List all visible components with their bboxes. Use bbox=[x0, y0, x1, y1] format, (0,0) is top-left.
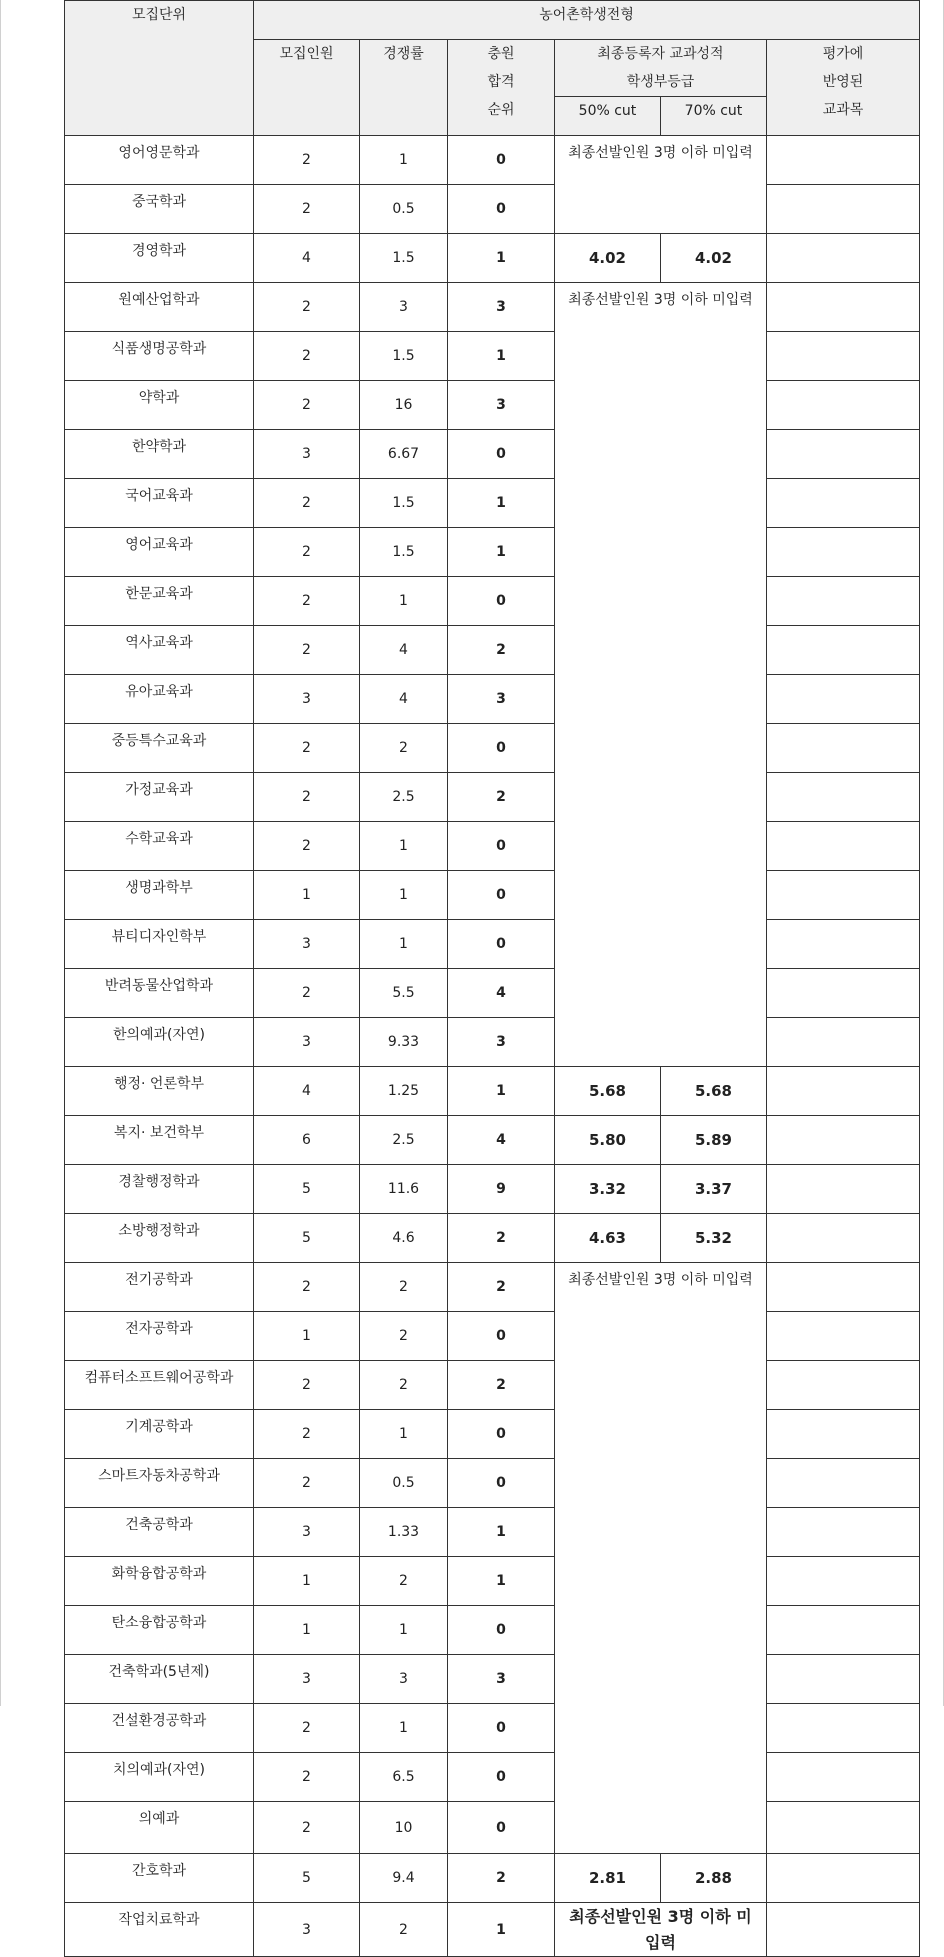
table-row bbox=[65, 1214, 920, 1263]
header-rural-admission: 농어촌학생전형 bbox=[254, 1, 920, 40]
additional-rank-value: 2 bbox=[448, 1214, 555, 1263]
competition-value: 1 bbox=[360, 1606, 448, 1655]
quota-value: 1 bbox=[254, 1557, 360, 1606]
quota-value: 1 bbox=[254, 1606, 360, 1655]
unit-name: 중국학과 bbox=[65, 185, 254, 234]
unit-name: 한의예과(자연) bbox=[65, 1018, 254, 1067]
quota-value: 6 bbox=[254, 1116, 360, 1165]
quota-value: 2 bbox=[254, 381, 360, 430]
unit-name: 탄소융합공학과 bbox=[65, 1606, 254, 1655]
table-row bbox=[65, 1802, 920, 1854]
unit-name: 의예과 bbox=[65, 1802, 254, 1854]
competition-value: 4.6 bbox=[360, 1214, 448, 1263]
cut-70-value: 5.89 bbox=[661, 1116, 767, 1165]
table-row bbox=[65, 577, 920, 626]
header-subj-line2: 반영된 bbox=[822, 74, 864, 90]
table-row bbox=[65, 332, 920, 381]
reflected-subjects-cell bbox=[767, 1557, 920, 1606]
header-cut-70: 70% cut bbox=[661, 97, 767, 136]
not-entered-note: 최종선발인원 3명 이하 미입력 bbox=[555, 136, 767, 234]
header-subj-line3: 교과목 bbox=[822, 102, 864, 118]
quota-value: 2 bbox=[254, 969, 360, 1018]
unit-name: 역사교육과 bbox=[65, 626, 254, 675]
additional-rank-value: 3 bbox=[448, 1655, 555, 1704]
reflected-subjects-cell bbox=[767, 1018, 920, 1067]
unit-name: 건설환경공학과 bbox=[65, 1704, 254, 1753]
table-row bbox=[65, 920, 920, 969]
cut-50-value: 4.02 bbox=[555, 234, 661, 283]
quota-value: 5 bbox=[254, 1214, 360, 1263]
unit-name: 화학융합공학과 bbox=[65, 1557, 254, 1606]
not-entered-note: 최종선발인원 3명 이하 미입력 bbox=[555, 1903, 767, 1957]
quota-value: 2 bbox=[254, 332, 360, 381]
reflected-subjects-cell bbox=[767, 136, 920, 185]
reflected-subjects-cell bbox=[767, 1704, 920, 1753]
reflected-subjects-cell bbox=[767, 1410, 920, 1459]
competition-value: 0.5 bbox=[360, 1459, 448, 1508]
additional-rank-value: 2 bbox=[448, 1361, 555, 1410]
quota-value: 1 bbox=[254, 871, 360, 920]
competition-value: 3 bbox=[360, 1655, 448, 1704]
header-cut-50: 50% cut bbox=[555, 97, 661, 136]
table-row bbox=[65, 136, 920, 185]
unit-name: 반려동물산업학과 bbox=[65, 969, 254, 1018]
unit-name: 간호학과 bbox=[65, 1854, 254, 1903]
quota-value: 2 bbox=[254, 1459, 360, 1508]
admission-results-table bbox=[64, 0, 920, 1957]
additional-rank-value: 3 bbox=[448, 283, 555, 332]
unit-name: 영어교육과 bbox=[65, 528, 254, 577]
table-row bbox=[65, 1854, 920, 1903]
unit-name: 건축학과(5년제) bbox=[65, 1655, 254, 1704]
additional-rank-value: 0 bbox=[448, 430, 555, 479]
reflected-subjects-cell bbox=[767, 1214, 920, 1263]
table-row bbox=[65, 1067, 920, 1116]
header-rank-line2: 합격 bbox=[487, 74, 515, 90]
unit-name: 중등특수교육과 bbox=[65, 724, 254, 773]
quota-value: 3 bbox=[254, 1655, 360, 1704]
additional-rank-value: 2 bbox=[448, 1263, 555, 1312]
quota-value: 5 bbox=[254, 1165, 360, 1214]
additional-rank-value: 4 bbox=[448, 1116, 555, 1165]
cut-70-value: 2.88 bbox=[661, 1854, 767, 1903]
table-row bbox=[65, 1263, 920, 1312]
unit-name: 유아교육과 bbox=[65, 675, 254, 724]
table-row bbox=[65, 969, 920, 1018]
additional-rank-value: 0 bbox=[448, 871, 555, 920]
competition-value: 9.4 bbox=[360, 1854, 448, 1903]
reflected-subjects-cell bbox=[767, 283, 920, 332]
table-row bbox=[65, 1557, 920, 1606]
quota-value: 2 bbox=[254, 1802, 360, 1854]
quota-value: 2 bbox=[254, 1753, 360, 1802]
unit-name: 기계공학과 bbox=[65, 1410, 254, 1459]
table-body bbox=[65, 136, 920, 1957]
competition-value: 2 bbox=[360, 1557, 448, 1606]
additional-rank-value: 1 bbox=[448, 1508, 555, 1557]
reflected-subjects-cell bbox=[767, 724, 920, 773]
additional-rank-value: 0 bbox=[448, 185, 555, 234]
header-quota: 모집인원 bbox=[254, 40, 360, 136]
quota-value: 3 bbox=[254, 1018, 360, 1067]
competition-value: 2 bbox=[360, 1312, 448, 1361]
reflected-subjects-cell bbox=[767, 773, 920, 822]
quota-value: 2 bbox=[254, 1263, 360, 1312]
unit-name: 전기공학과 bbox=[65, 1263, 254, 1312]
reflected-subjects-cell bbox=[767, 920, 920, 969]
table-row bbox=[65, 1508, 920, 1557]
quota-value: 1 bbox=[254, 1312, 360, 1361]
unit-name: 약학과 bbox=[65, 381, 254, 430]
reflected-subjects-cell bbox=[767, 1361, 920, 1410]
quota-value: 3 bbox=[254, 920, 360, 969]
unit-name: 가정교육과 bbox=[65, 773, 254, 822]
competition-value: 5.5 bbox=[360, 969, 448, 1018]
reflected-subjects-cell bbox=[767, 626, 920, 675]
additional-rank-value: 2 bbox=[448, 1854, 555, 1903]
reflected-subjects-cell bbox=[767, 1263, 920, 1312]
competition-value: 1.25 bbox=[360, 1067, 448, 1116]
competition-value: 10 bbox=[360, 1802, 448, 1854]
cut-70-value: 5.32 bbox=[661, 1214, 767, 1263]
competition-value: 16 bbox=[360, 381, 448, 430]
table-row bbox=[65, 430, 920, 479]
table-row bbox=[65, 1361, 920, 1410]
competition-value: 2.5 bbox=[360, 1116, 448, 1165]
table-row bbox=[65, 1753, 920, 1802]
reflected-subjects-cell bbox=[767, 871, 920, 920]
additional-rank-value: 0 bbox=[448, 1753, 555, 1802]
competition-value: 11.6 bbox=[360, 1165, 448, 1214]
unit-name: 작업치료학과 bbox=[65, 1903, 254, 1957]
competition-value: 3 bbox=[360, 283, 448, 332]
quota-value: 2 bbox=[254, 1704, 360, 1753]
competition-value: 2.5 bbox=[360, 773, 448, 822]
competition-value: 2 bbox=[360, 724, 448, 773]
competition-value: 1 bbox=[360, 920, 448, 969]
competition-value: 2 bbox=[360, 1361, 448, 1410]
quota-value: 2 bbox=[254, 822, 360, 871]
competition-value: 2 bbox=[360, 1903, 448, 1957]
table-row bbox=[65, 185, 920, 234]
not-entered-note: 최종선발인원 3명 이하 미입력 bbox=[555, 1263, 767, 1854]
competition-value: 2 bbox=[360, 1263, 448, 1312]
unit-name: 식품생명공학과 bbox=[65, 332, 254, 381]
additional-rank-value: 1 bbox=[448, 332, 555, 381]
competition-value: 9.33 bbox=[360, 1018, 448, 1067]
reflected-subjects-cell bbox=[767, 1903, 920, 1957]
quota-value: 2 bbox=[254, 773, 360, 822]
quota-value: 5 bbox=[254, 1854, 360, 1903]
table-row bbox=[65, 871, 920, 920]
quota-value: 4 bbox=[254, 234, 360, 283]
additional-rank-value: 0 bbox=[448, 136, 555, 185]
reflected-subjects-cell bbox=[767, 528, 920, 577]
reflected-subjects-cell bbox=[767, 1165, 920, 1214]
cut-50-value: 5.68 bbox=[555, 1067, 661, 1116]
reflected-subjects-cell bbox=[767, 1854, 920, 1903]
unit-name: 경찰행정학과 bbox=[65, 1165, 254, 1214]
not-entered-note: 최종선발인원 3명 이하 미입력 bbox=[555, 283, 767, 1067]
header-final-grade bbox=[555, 40, 767, 97]
reflected-subjects-cell bbox=[767, 185, 920, 234]
quota-value: 2 bbox=[254, 479, 360, 528]
table-row bbox=[65, 773, 920, 822]
cut-70-value: 3.37 bbox=[661, 1165, 767, 1214]
table-row bbox=[65, 822, 920, 871]
reflected-subjects-cell bbox=[767, 381, 920, 430]
table-row bbox=[65, 381, 920, 430]
unit-name: 건축공학과 bbox=[65, 1508, 254, 1557]
table-row bbox=[65, 528, 920, 577]
unit-name: 생명과학부 bbox=[65, 871, 254, 920]
table-row bbox=[65, 626, 920, 675]
competition-value: 1 bbox=[360, 136, 448, 185]
additional-rank-value: 1 bbox=[448, 479, 555, 528]
additional-rank-value: 0 bbox=[448, 1606, 555, 1655]
table-row bbox=[65, 1312, 920, 1361]
competition-value: 6.5 bbox=[360, 1753, 448, 1802]
reflected-subjects-cell bbox=[767, 1753, 920, 1802]
cut-50-value: 4.63 bbox=[555, 1214, 661, 1263]
reflected-subjects-cell bbox=[767, 430, 920, 479]
unit-name: 전자공학과 bbox=[65, 1312, 254, 1361]
unit-name: 소방행정학과 bbox=[65, 1214, 254, 1263]
page-left-rule bbox=[0, 0, 1, 1706]
unit-name: 원예산업학과 bbox=[65, 283, 254, 332]
additional-rank-value: 1 bbox=[448, 1903, 555, 1957]
additional-rank-value: 0 bbox=[448, 920, 555, 969]
cut-70-value: 4.02 bbox=[661, 234, 767, 283]
additional-rank-value: 0 bbox=[448, 577, 555, 626]
competition-value: 1.33 bbox=[360, 1508, 448, 1557]
competition-value: 1 bbox=[360, 1410, 448, 1459]
cut-50-value: 2.81 bbox=[555, 1854, 661, 1903]
reflected-subjects-cell bbox=[767, 234, 920, 283]
additional-rank-value: 1 bbox=[448, 234, 555, 283]
reflected-subjects-cell bbox=[767, 1116, 920, 1165]
unit-name: 스마트자동차공학과 bbox=[65, 1459, 254, 1508]
unit-name: 한약학과 bbox=[65, 430, 254, 479]
table-row bbox=[65, 234, 920, 283]
unit-name: 한문교육과 bbox=[65, 577, 254, 626]
additional-rank-value: 2 bbox=[448, 626, 555, 675]
unit-name: 뷰티디자인학부 bbox=[65, 920, 254, 969]
quota-value: 2 bbox=[254, 1410, 360, 1459]
additional-rank-value: 0 bbox=[448, 822, 555, 871]
quota-value: 2 bbox=[254, 724, 360, 773]
competition-value: 1 bbox=[360, 871, 448, 920]
competition-value: 1.5 bbox=[360, 479, 448, 528]
unit-name: 행정· 언론학부 bbox=[65, 1067, 254, 1116]
reflected-subjects-cell bbox=[767, 822, 920, 871]
reflected-subjects-cell bbox=[767, 1606, 920, 1655]
competition-value: 1.5 bbox=[360, 528, 448, 577]
additional-rank-value: 0 bbox=[448, 1312, 555, 1361]
quota-value: 2 bbox=[254, 136, 360, 185]
additional-rank-value: 1 bbox=[448, 528, 555, 577]
additional-rank-value: 4 bbox=[448, 969, 555, 1018]
reflected-subjects-cell bbox=[767, 1459, 920, 1508]
table-row bbox=[65, 1116, 920, 1165]
additional-rank-value: 3 bbox=[448, 1018, 555, 1067]
additional-rank-value: 3 bbox=[448, 381, 555, 430]
header-rank-line1: 충원 bbox=[487, 46, 515, 62]
additional-rank-value: 9 bbox=[448, 1165, 555, 1214]
table-row bbox=[65, 479, 920, 528]
table-row bbox=[65, 1903, 920, 1957]
unit-name: 영어영문학과 bbox=[65, 136, 254, 185]
table-row bbox=[65, 1410, 920, 1459]
additional-rank-value: 0 bbox=[448, 1410, 555, 1459]
competition-value: 1.5 bbox=[360, 332, 448, 381]
reflected-subjects-cell bbox=[767, 969, 920, 1018]
additional-rank-value: 0 bbox=[448, 1704, 555, 1753]
quota-value: 2 bbox=[254, 577, 360, 626]
table-row bbox=[65, 1018, 920, 1067]
competition-value: 4 bbox=[360, 675, 448, 724]
additional-rank-value: 3 bbox=[448, 675, 555, 724]
competition-value: 0.5 bbox=[360, 185, 448, 234]
header-grade-line1: 최종등록자 교과성적 bbox=[597, 46, 724, 62]
additional-rank-value: 1 bbox=[448, 1557, 555, 1606]
table-row bbox=[65, 1655, 920, 1704]
reflected-subjects-cell bbox=[767, 1067, 920, 1116]
reflected-subjects-cell bbox=[767, 479, 920, 528]
reflected-subjects-cell bbox=[767, 1802, 920, 1854]
competition-value: 1.5 bbox=[360, 234, 448, 283]
cut-50-value: 3.32 bbox=[555, 1165, 661, 1214]
table-row bbox=[65, 675, 920, 724]
reflected-subjects-cell bbox=[767, 1655, 920, 1704]
reflected-subjects-cell bbox=[767, 1508, 920, 1557]
additional-rank-value: 1 bbox=[448, 1067, 555, 1116]
table-row bbox=[65, 1459, 920, 1508]
additional-rank-value: 0 bbox=[448, 1459, 555, 1508]
header-reflected-subjects bbox=[767, 40, 920, 136]
reflected-subjects-cell bbox=[767, 1312, 920, 1361]
cut-50-value: 5.80 bbox=[555, 1116, 661, 1165]
table-row bbox=[65, 1704, 920, 1753]
quota-value: 3 bbox=[254, 675, 360, 724]
additional-rank-value: 0 bbox=[448, 724, 555, 773]
unit-name: 복지· 보건학부 bbox=[65, 1116, 254, 1165]
competition-value: 1 bbox=[360, 822, 448, 871]
header-grade-line2: 학생부등급 bbox=[626, 74, 695, 90]
additional-rank-value: 0 bbox=[448, 1802, 555, 1854]
header-competition: 경쟁률 bbox=[360, 40, 448, 136]
cut-70-value: 5.68 bbox=[661, 1067, 767, 1116]
table-header bbox=[65, 1, 920, 136]
unit-name: 수학교육과 bbox=[65, 822, 254, 871]
table-row bbox=[65, 1165, 920, 1214]
header-additional-rank bbox=[448, 40, 555, 136]
quota-value: 2 bbox=[254, 185, 360, 234]
reflected-subjects-cell bbox=[767, 675, 920, 724]
quota-value: 3 bbox=[254, 1903, 360, 1957]
quota-value: 4 bbox=[254, 1067, 360, 1116]
table-row bbox=[65, 1606, 920, 1655]
additional-rank-value: 2 bbox=[448, 773, 555, 822]
competition-value: 1 bbox=[360, 577, 448, 626]
competition-value: 1 bbox=[360, 1704, 448, 1753]
unit-name: 컴퓨터소프트웨어공학과 bbox=[65, 1361, 254, 1410]
quota-value: 2 bbox=[254, 626, 360, 675]
quota-value: 3 bbox=[254, 1508, 360, 1557]
header-subj-line1: 평가에 bbox=[822, 46, 864, 62]
table-row bbox=[65, 724, 920, 773]
competition-value: 4 bbox=[360, 626, 448, 675]
quota-value: 2 bbox=[254, 1361, 360, 1410]
quota-value: 2 bbox=[254, 528, 360, 577]
unit-name: 치의예과(자연) bbox=[65, 1753, 254, 1802]
unit-name: 국어교육과 bbox=[65, 479, 254, 528]
reflected-subjects-cell bbox=[767, 577, 920, 626]
competition-value: 6.67 bbox=[360, 430, 448, 479]
reflected-subjects-cell bbox=[767, 332, 920, 381]
header-unit: 모집단위 bbox=[65, 1, 254, 136]
unit-name: 경영학과 bbox=[65, 234, 254, 283]
table-row bbox=[65, 283, 920, 332]
header-rank-line3: 순위 bbox=[487, 102, 515, 118]
quota-value: 3 bbox=[254, 430, 360, 479]
quota-value: 2 bbox=[254, 283, 360, 332]
